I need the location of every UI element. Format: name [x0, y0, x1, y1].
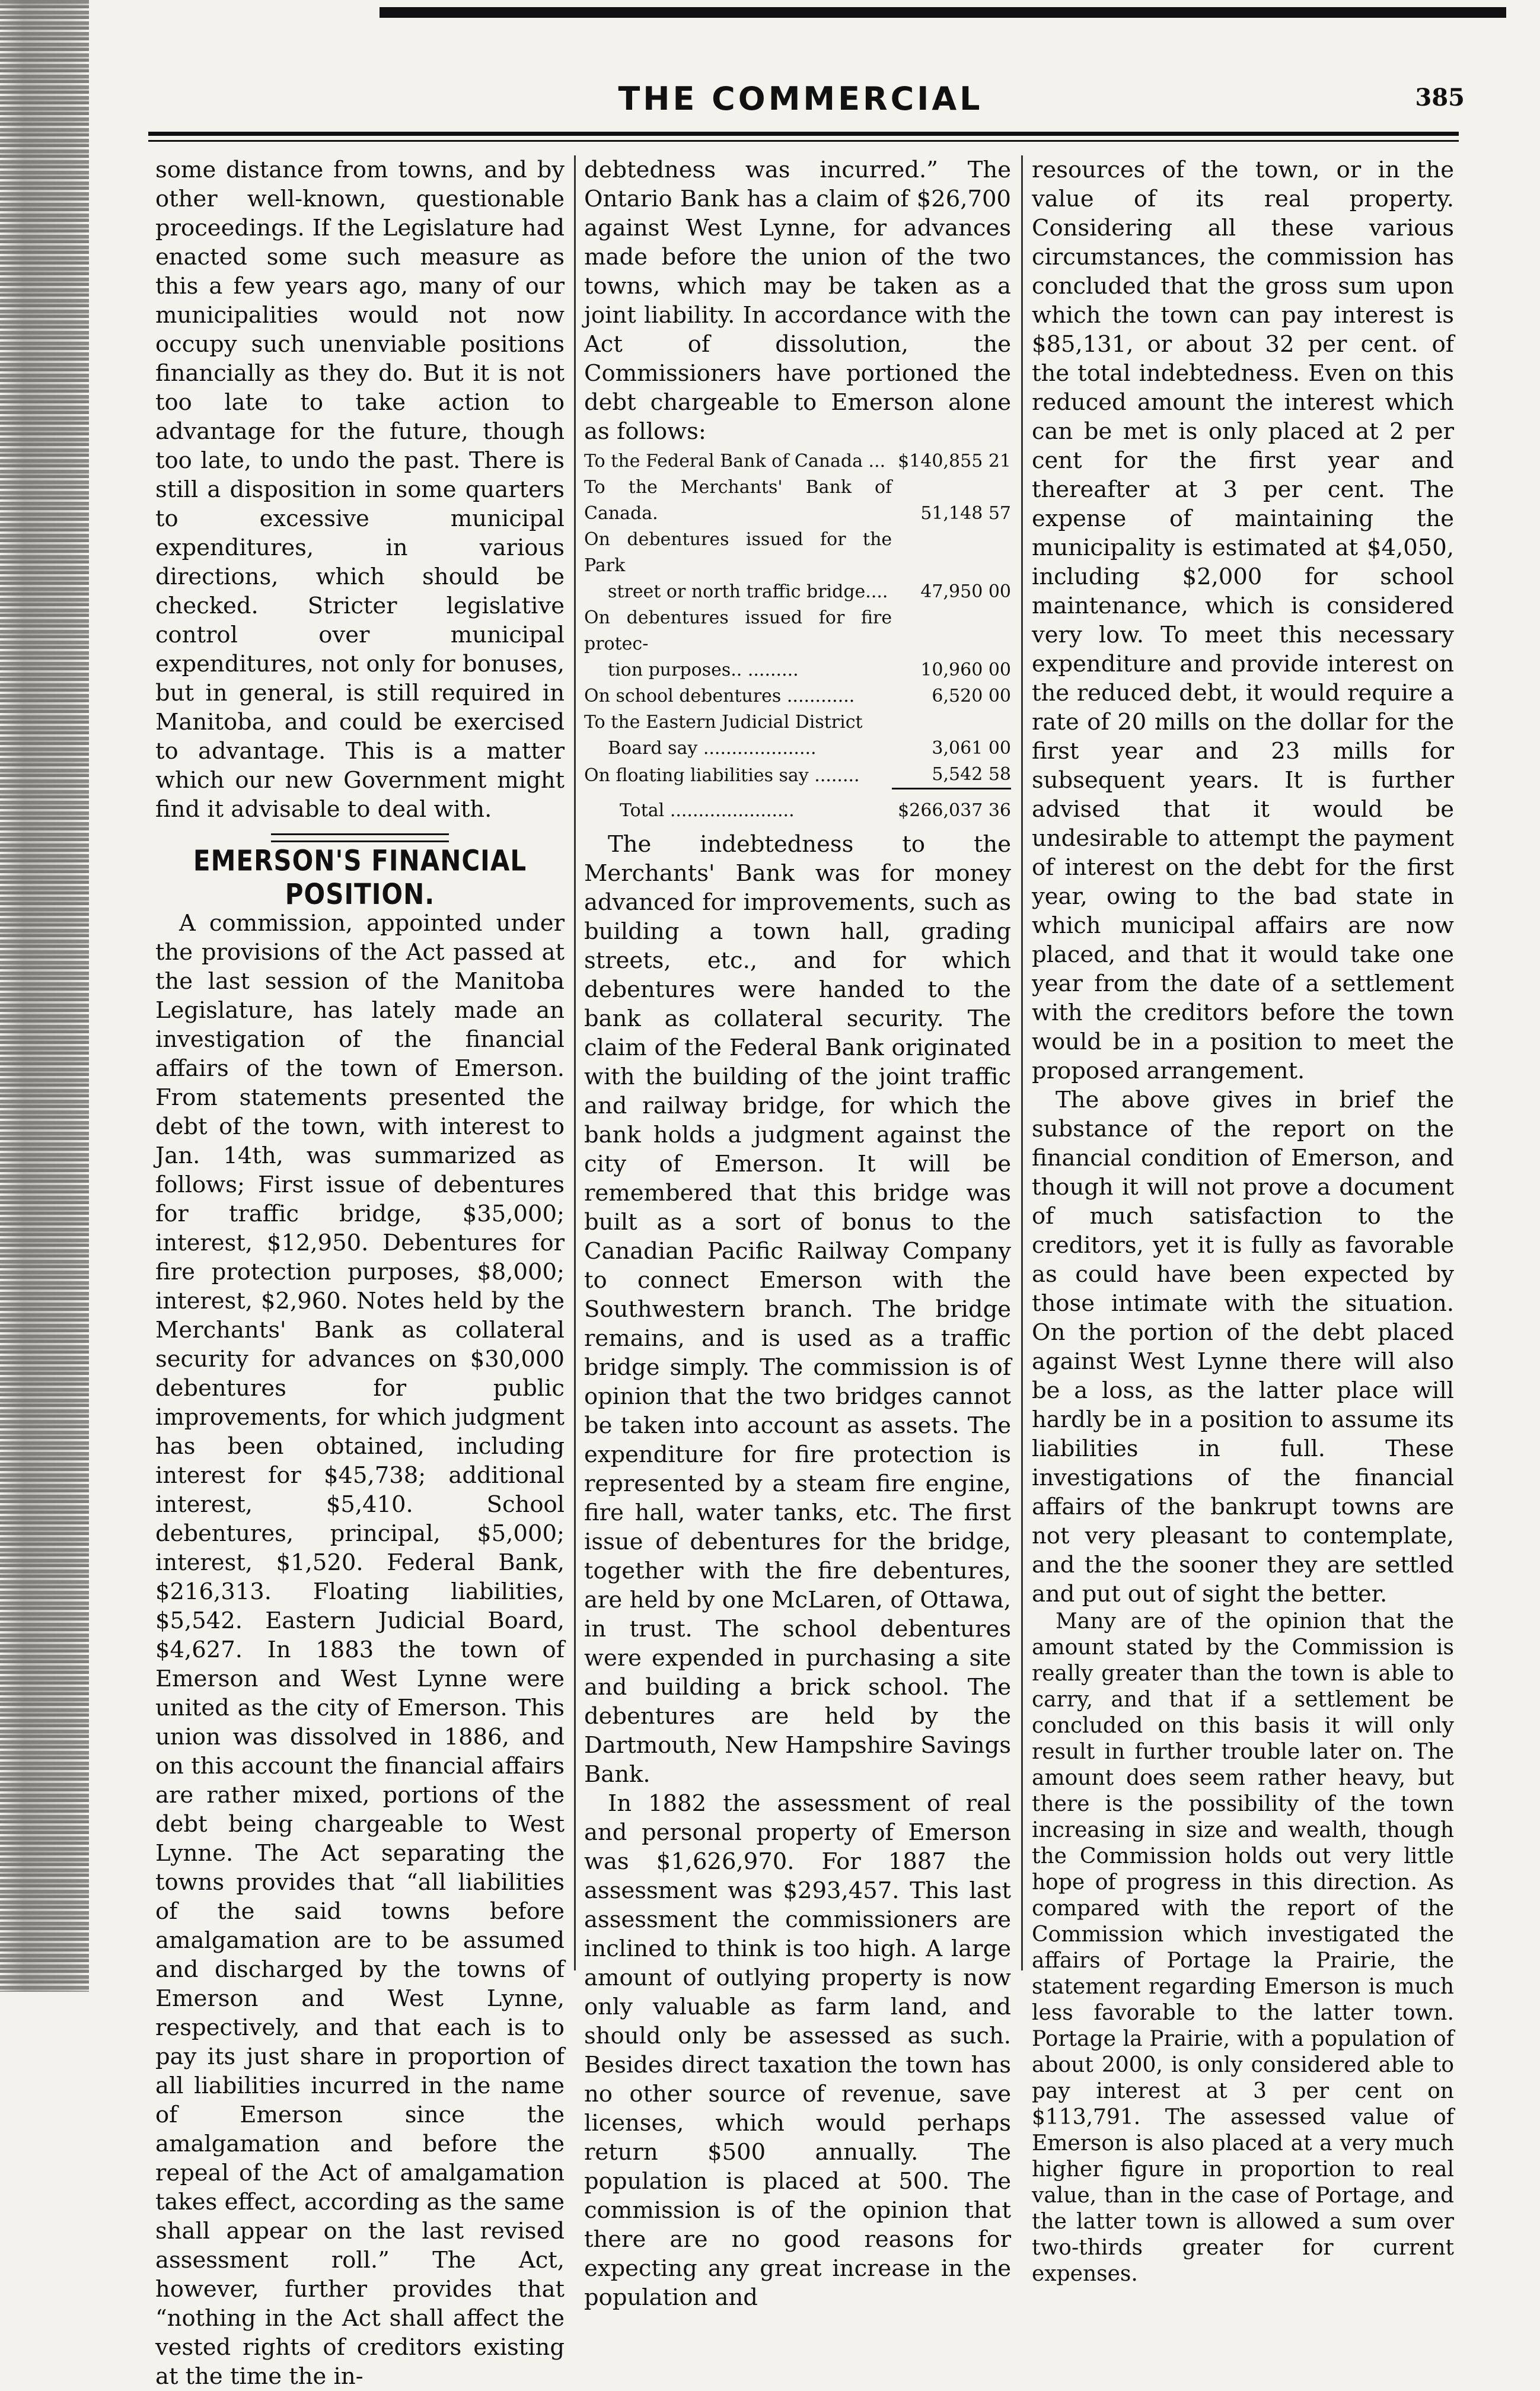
- column-3: [1032, 155, 1454, 2286]
- ledger-item: tion purposes.. .........: [608, 660, 799, 680]
- ledger-item: street or north traffic bridge....: [608, 581, 888, 602]
- page-title: THE COMMERCIAL: [618, 80, 983, 117]
- column-1: [155, 155, 565, 2390]
- ledger-item: To the Eastern Judicial District: [584, 712, 863, 733]
- ledger-item: On floating liabilities say ........: [584, 765, 860, 786]
- page-header: [136, 80, 1465, 122]
- ledger-total-amount: $266,037 36: [892, 789, 1011, 824]
- paragraph: Many are of the opinion that the amount stated by the Commission is really greater than the town is able to carry, and that if a settlement be concluded on this basis it will only result in further trouble later on. The amount does seem rather heavy, but there is the possibility of the town increasing in size and wealth, though the Commission holds out very little hope of progress in this direction. As compared with the report of the Commission which investigated the affairs of Portage la Prairie, the statement regarding Emerson is much less favorable to the latter town. Portage la Prairie, with a population of about 2000, is only considered able to pay interest at 3 per cent on $113,791. The assessed value of Emerson is also placed at a very much higher figure in proportion to real value, than in the case of Portage, and the latter town is allowed a sum over two-thirds greater for current expenses.: [1032, 1609, 1454, 2286]
- paragraph: The indebtedness to the Merchants' Bank was for money advanced for improvements, such as building a town hall, grading streets, etc., and for which debentures were handed to the bank as collateral security. The claim of the Federal Bank originated with the building of the joint traffic and railway bridge, for which the bank holds a judgment against the city of Emerson. It will be remembered that this bridge was built as a sort of bonus to the Canadian Pacific Railway Company to connect Emerson with the Southwestern branch. The bridge remains, and is used as a traffic bridge simply. The commission is of opinion that the two bridges cannot be taken into account as assets. The expenditure for fire protection is represented by a steam fire engine, fire hall, water tanks, etc. The first issue of debentures for the bridge, together with the fire debentures, are held by one McLaren, of Ottawa, in trust. The school debentures were expended in purchasing a site and building a brick school. The debentures are held by the Dartmouth, New Hampshire Savings Bank.: [584, 831, 1011, 1788]
- ledger-row: [584, 448, 1011, 475]
- ledger-item: To the Merchants' Bank of Canada.: [584, 477, 892, 524]
- ledger-total-row: [584, 789, 1011, 824]
- ledger-row: [584, 683, 1011, 709]
- ledger-amount: [892, 709, 1011, 736]
- ledger-item: On school debentures ............: [584, 686, 855, 706]
- ledger-row: [584, 657, 1011, 683]
- ledger-row: [584, 475, 1011, 527]
- ledger-item: Board say ....................: [608, 738, 817, 759]
- header-rule: [148, 132, 1459, 136]
- ledger-amount: [892, 527, 1011, 579]
- ledger-amount: 47,950 00: [920, 581, 1011, 602]
- page-number: 385: [1415, 84, 1465, 112]
- ledger-row: [584, 762, 1011, 789]
- section-heading: EMERSON'S FINANCIAL POSITION.: [193, 843, 527, 911]
- debt-ledger-table: [584, 448, 1011, 824]
- ledger-amount: 51,148 57: [920, 503, 1011, 524]
- column-divider: [1021, 155, 1023, 1970]
- column-2: [584, 155, 1011, 2311]
- ledger-item: On debentures issued for fire protec-: [584, 607, 892, 654]
- ledger-row: [584, 527, 1011, 579]
- section-separator: [271, 833, 449, 842]
- ledger-row: [584, 709, 1011, 736]
- paragraph: In 1882 the assessment of real and personal property of Emerson was $1,626,970. For 1887 the assessment was $293,457. This last assessment the commissioners are inclined to think is too high. A large amount of outlying property is now only valuable as farm land, and should only be assessed as such. Besides direct taxation the town has no other source of revenue, save licenses, which would perhaps return $500 annually. The population is placed at 500. The commission is of the opinion that there are no good reasons for expecting any great increase in the population and: [584, 1790, 1011, 2311]
- header-rule-thin: [148, 140, 1459, 142]
- ledger-item: On debentures issued for the Park: [584, 529, 892, 576]
- paragraph: resources of the town, or in the value of its real property. Considering all these various circumstances, the commission has concluded that the gross sum upon which the town can pay interest is $85,131, or about 32 per cent. of the total indebtedness. Even on this reduced amount the interest which can be met is only placed at 2 per cent for the first year and thereafter at 3 per cent. The expense of maintaining the municipality is estimated at $4,050, including $2,000 for school maintenance, which is considered very low. To meet this necessary expenditure and provide interest on the reduced debt, it would require a rate of 20 mills on the dollar for the first year and 23 mills for subsequent years. It is further advised that it would be undesirable to attempt the payment of interest on the debt for the first year, owing to the bad state in which municipal affairs are now placed, and that it would take one year from the date of a settlement with the creditors before the town would be in a position to meet the proposed arrangement.: [1032, 157, 1454, 1084]
- ledger-total-label: Total ......................: [620, 800, 795, 821]
- ledger-amount: 10,960 00: [920, 660, 1011, 680]
- ledger-amount: 3,061 00: [932, 738, 1011, 759]
- ledger-amount: 6,520 00: [932, 686, 1011, 706]
- paragraph: The above gives in brief the substance of the report on the financial condition of Emerson, and though it will not prove a document of much satisfaction to the creditors, yet it is fully as favorable as could have been expected by those intimate with the situation. On the portion of the debt placed against West Lynne there will also be a loss, as the latter place will hardly be in a position to assume its liabilities in full. These investigations of the financial affairs of the bankrupt towns are not very pleasant to contemplate, and the the sooner they are settled and put out of sight the better.: [1032, 1087, 1454, 1607]
- ledger-item: To the Federal Bank of Canada ...: [584, 451, 886, 472]
- ledger-amount: [892, 605, 1011, 657]
- column-divider: [574, 155, 576, 1970]
- top-rule: [380, 7, 1506, 18]
- paragraph: debtedness was incurred.” The Ontario Bank has a claim of $26,700 against West Lynne, for advances made before the union of the two towns, which may be taken as a joint liability. In accordance with the Act of dissolution, the Commissioners have portioned the debt chargeable to Emerson alone as follows:: [584, 157, 1011, 445]
- paragraph: A commission, appointed under the provisions of the Act passed at the last session of the Manitoba Legislature, has lately made an investigation of the financial affairs of the town of Emerson. From statements presented the debt of the town, with interest to Jan. 14th, was summarized as follows; First issue of debentures for traffic bridge, $35,000; interest, $12,950. Debentures for fire protection purposes, $8,000; interest, $2,960. Notes held by the Merchants' Bank as collateral security for advances on $30,000 debentures for public improvements, for which judgment has been obtained, including interest for $45,738; additional interest, $5,410. School debentures, principal, $5,000; interest, $1,520. Federal Bank, $216,313. Floating liabilities, $5,542. Eastern Judicial Board, $4,627. In 1883 the town of Emerson and West Lynne were united as the city of Emerson. This union was dissolved in 1886, and on this account the financial affairs are rather mixed, portions of the debt being chargeable to West Lynne. The Act separating the towns provides that “all liabilities of the said towns before amalgamation are to be assumed and discharged by the towns of Emerson and West Lynne, respectively, and that each is to pay its just share in proportion of all liabilities incurred in the name of Emerson since the amalgamation and before the repeal of the Act of amalgamation takes effect, according as the same shall appear on the last revised assessment roll.” The Act, however, further provides that “nothing in the Act shall affect the vested rights of creditors existing at the time the in-: [155, 910, 565, 2390]
- ledger-amount: 5,542 58: [932, 764, 1011, 785]
- ledger-row: [584, 579, 1011, 605]
- ledger-row: [584, 736, 1011, 762]
- ledger-amount: $140,855 21: [898, 451, 1011, 472]
- ledger-row: [584, 605, 1011, 657]
- scan-binding-edge: [0, 0, 89, 1992]
- paragraph: some distance from towns, and by other well-known, questionable proceedings. If the Legislature had enacted some such measure as this a few years ago, many of our municipalities would not now occupy such unenviable positions financially as they do. But it is not too late to take action to advantage for the future, though too late, to undo the past. There is still a disposition in some quarters to excessive municipal expenditures, in various directions, which should be checked. Stricter legislative control over municipal expenditures, not only for bonuses, but in general, is still required in Manitoba, and could be exercised to advantage. This is a matter which our new Government might find it advisable to deal with.: [155, 157, 565, 823]
